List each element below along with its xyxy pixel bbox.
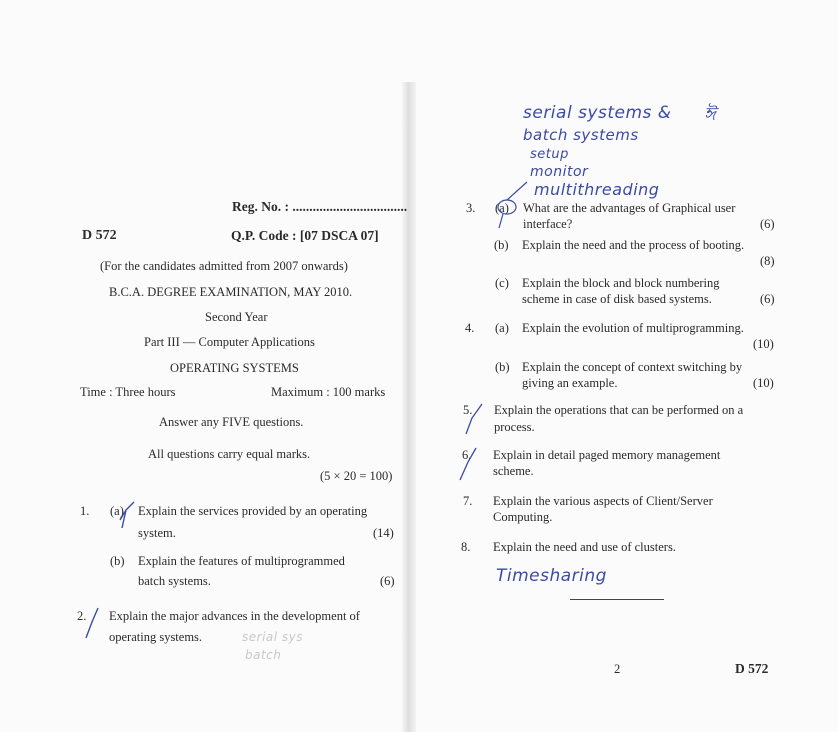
exam-part: Part III — Computer Applications [144,335,315,349]
question-text: batch systems. [138,574,211,588]
question-number: 3. [466,201,476,215]
question-text: Explain the various aspects of Client/Server [493,494,713,508]
exam-title: B.C.A. DEGREE EXAMINATION, MAY 2010. [109,285,353,299]
question-text: interface? [523,217,573,231]
question-text: Explain the need and use of clusters. [493,540,676,554]
question-text: Explain the operations that can be performed on a [494,403,744,417]
question-text: Explain the major advances in the development of [109,609,360,623]
pen-tick-mark [505,180,529,202]
instruction-answer: Answer any FIVE questions. [159,415,304,429]
question-marks: (10) [753,337,774,351]
question-text: Explain the services provided by an operating [138,504,368,518]
part-label: (a) [110,504,124,518]
paper-code: D 572 [82,228,117,243]
admission-note: (For the candidates admitted from 2007 onwards) [100,259,348,273]
page-fold [402,82,416,732]
handwritten-footer-note: Timesharing [496,566,607,586]
question-number: 7. [463,494,473,508]
question-marks: (8) [760,254,775,268]
question-text: What are the advantages of Graphical user [523,201,736,215]
pen-tick-mark [462,402,484,436]
question-text: scheme. [493,464,534,478]
exam-year: Second Year [205,310,268,324]
handwritten-symbol: ঈ [704,104,717,125]
handwritten-note: serial systems & [523,103,672,123]
pen-tick-mark [456,446,478,482]
question-text: Computing. [493,510,553,524]
question-text: Explain the concept of context switching by [522,360,743,374]
part-label: (c) [495,276,509,290]
page-number: 2 [614,662,621,676]
question-marks: (6) [760,292,775,306]
question-marks: (14) [373,526,394,540]
handwritten-note: setup [530,147,569,162]
question-number: 8. [461,540,471,554]
max-marks: Maximum : 100 marks [271,385,386,399]
question-number: 6. [462,448,472,462]
time-allowed: Time : Three hours [80,385,176,399]
question-text: scheme in case of disk based systems. [522,292,712,306]
question-text: Explain the block and block numbering [522,276,720,290]
faint-handwritten-note: serial sys [242,630,304,644]
question-marks: (6) [760,217,775,231]
question-text: Explain the features of multiprogrammed [138,554,345,568]
question-text: Explain the evolution of multiprogramming. [522,321,744,335]
question-number: 2. [77,609,87,623]
part-label: (a) [495,321,509,335]
question-text: giving an example. [522,376,618,390]
subject-title: OPERATING SYSTEMS [170,361,299,375]
handwritten-note: monitor [530,164,589,180]
part-label: (b) [495,360,510,374]
part-label: (b) [110,554,125,568]
footer-paper-code: D 572 [735,661,769,676]
question-marks: (10) [753,376,774,390]
pen-circle-mark [493,198,523,230]
question-text: process. [494,420,535,434]
question-text: Explain the need and the process of booting. [522,238,745,252]
pen-tick-mark [118,500,138,530]
handwritten-note: batch systems [523,126,639,144]
question-marks: (6) [380,574,395,588]
qp-code: Q.P. Code : [07 DSCA 07] [231,228,379,243]
marks-scheme: (5 × 20 = 100) [320,469,393,483]
pen-tick-mark [84,606,102,640]
question-text: operating systems. [109,630,203,644]
question-number: 4. [465,321,475,335]
question-text: system. [138,526,176,540]
instruction-marks: All questions carry equal marks. [148,447,311,461]
question-number: 5. [463,403,473,417]
end-rule [570,599,664,600]
question-text: Explain in detail paged memory management [493,448,721,462]
question-number: 1. [80,504,90,518]
handwritten-note: multithreading [534,180,660,199]
part-label: (a) [495,201,509,215]
faint-handwritten-note: batch [245,648,282,662]
reg-no-label: Reg. No. : .................................. [232,199,408,214]
part-label: (b) [494,238,509,252]
